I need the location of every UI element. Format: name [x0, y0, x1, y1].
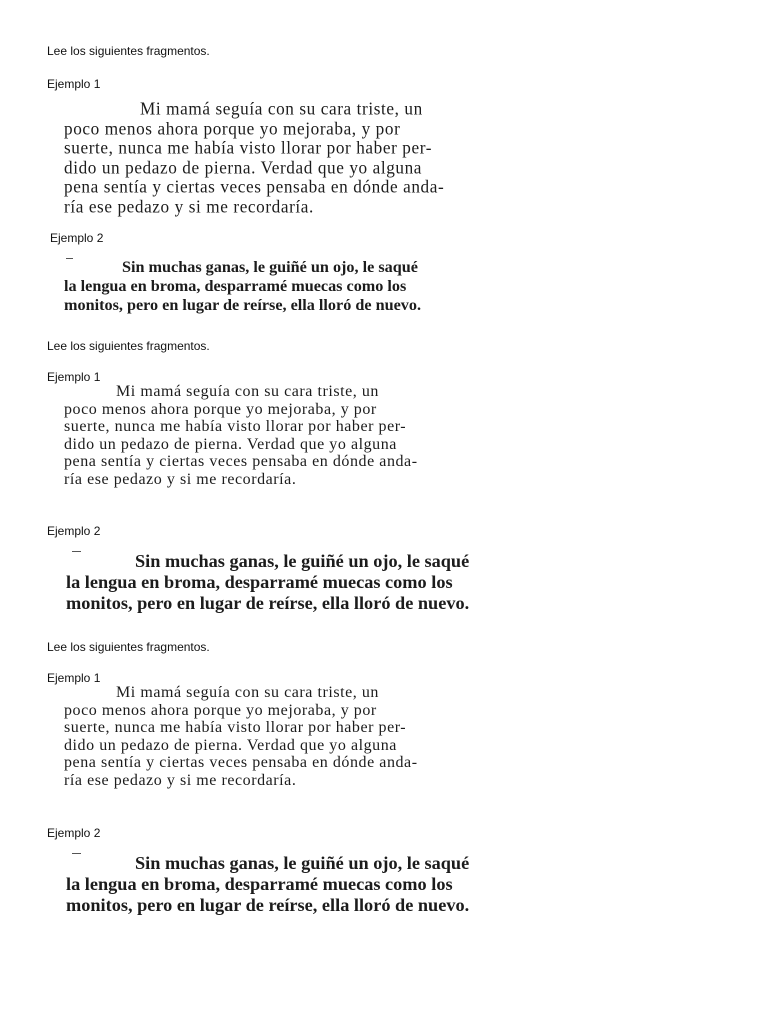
- text-line: pena sentía y ciertas veces pensaba en dónde anda-: [64, 453, 418, 471]
- ejemplo-2-scanned-text: [66, 551, 469, 615]
- ejemplo-2-label: Ejemplo 2: [47, 524, 101, 538]
- ejemplo-1-scanned-text: [64, 684, 418, 790]
- text-line: Mi mamá seguía con su cara triste, un: [140, 98, 423, 119]
- text-line: poco menos ahora porque yo mejoraba, y por: [64, 118, 401, 139]
- text-line: la lengua en broma, desparramé muecas como los: [66, 874, 453, 895]
- text-line: Sin muchas ganas, le guiñé un ojo, le saqué: [135, 853, 470, 873]
- text-line: monitos, pero en lugar de reírse, ella lloró de nuevo.: [66, 593, 470, 614]
- text-line: monitos, pero en lugar de reírse, ella lloró de nuevo.: [66, 895, 470, 916]
- text-line: ría ese pedazo y si me recordaría.: [64, 470, 297, 488]
- text-line: poco menos ahora porque yo mejoraba, y por: [64, 400, 377, 418]
- instructions-heading: Lee los siguientes fragmentos.: [47, 44, 210, 58]
- text-line: la lengua en broma, desparramé muecas como los: [66, 572, 453, 593]
- text-line: Sin muchas ganas, le guiñé un ojo, le saqué: [135, 551, 470, 571]
- instructions-heading: Lee los siguientes fragmentos.: [47, 339, 210, 353]
- text-line: suerte, nunca me había visto llorar por haber per-: [64, 137, 433, 158]
- text-line: poco menos ahora porque yo mejoraba, y por: [64, 701, 377, 719]
- ejemplo-2-label: Ejemplo 2: [50, 231, 104, 245]
- text-line: Sin muchas ganas, le guiñé un ojo, le saqué: [122, 258, 418, 276]
- text-line: dido un pedazo de pierna. Verdad que yo alguna: [64, 736, 397, 754]
- ejemplo-2-label: Ejemplo 2: [47, 826, 101, 840]
- text-line: la lengua en broma, desparramé muecas como los: [64, 277, 407, 295]
- text-line: pena sentía y ciertas veces pensaba en dónde anda-: [64, 177, 445, 197]
- text-line: suerte, nunca me había visto llorar por haber per-: [64, 418, 407, 436]
- text-line: suerte, nunca me había visto llorar por haber per-: [64, 719, 407, 737]
- ejemplo-1-scanned-text: [64, 383, 418, 489]
- instructions-heading: Lee los siguientes fragmentos.: [47, 640, 210, 654]
- ejemplo-2-scanned-text: [64, 258, 421, 315]
- text-line: monitos, pero en lugar de reírse, ella lloró de nuevo.: [64, 296, 422, 314]
- ejemplo-1-label: Ejemplo 1: [47, 77, 101, 91]
- text-line: Mi mamá seguía con su cara triste, un: [116, 383, 379, 400]
- ejemplo-1-label: Ejemplo 1: [47, 671, 101, 685]
- text-line: dido un pedazo de pierna. Verdad que yo alguna: [64, 157, 423, 178]
- text-line: pena sentía y ciertas veces pensaba en dónde anda-: [64, 754, 418, 772]
- text-line: dido un pedazo de pierna. Verdad que yo alguna: [64, 435, 397, 453]
- text-line: ría ese pedazo y si me recordaría.: [64, 196, 314, 217]
- ejemplo-1-scanned-text: [64, 100, 444, 217]
- text-line: Mi mamá seguía con su cara triste, un: [116, 684, 379, 701]
- ejemplo-2-scanned-text: [66, 853, 469, 917]
- ejemplo-1-label: Ejemplo 1: [47, 370, 101, 384]
- text-line: ría ese pedazo y si me recordaría.: [64, 771, 297, 789]
